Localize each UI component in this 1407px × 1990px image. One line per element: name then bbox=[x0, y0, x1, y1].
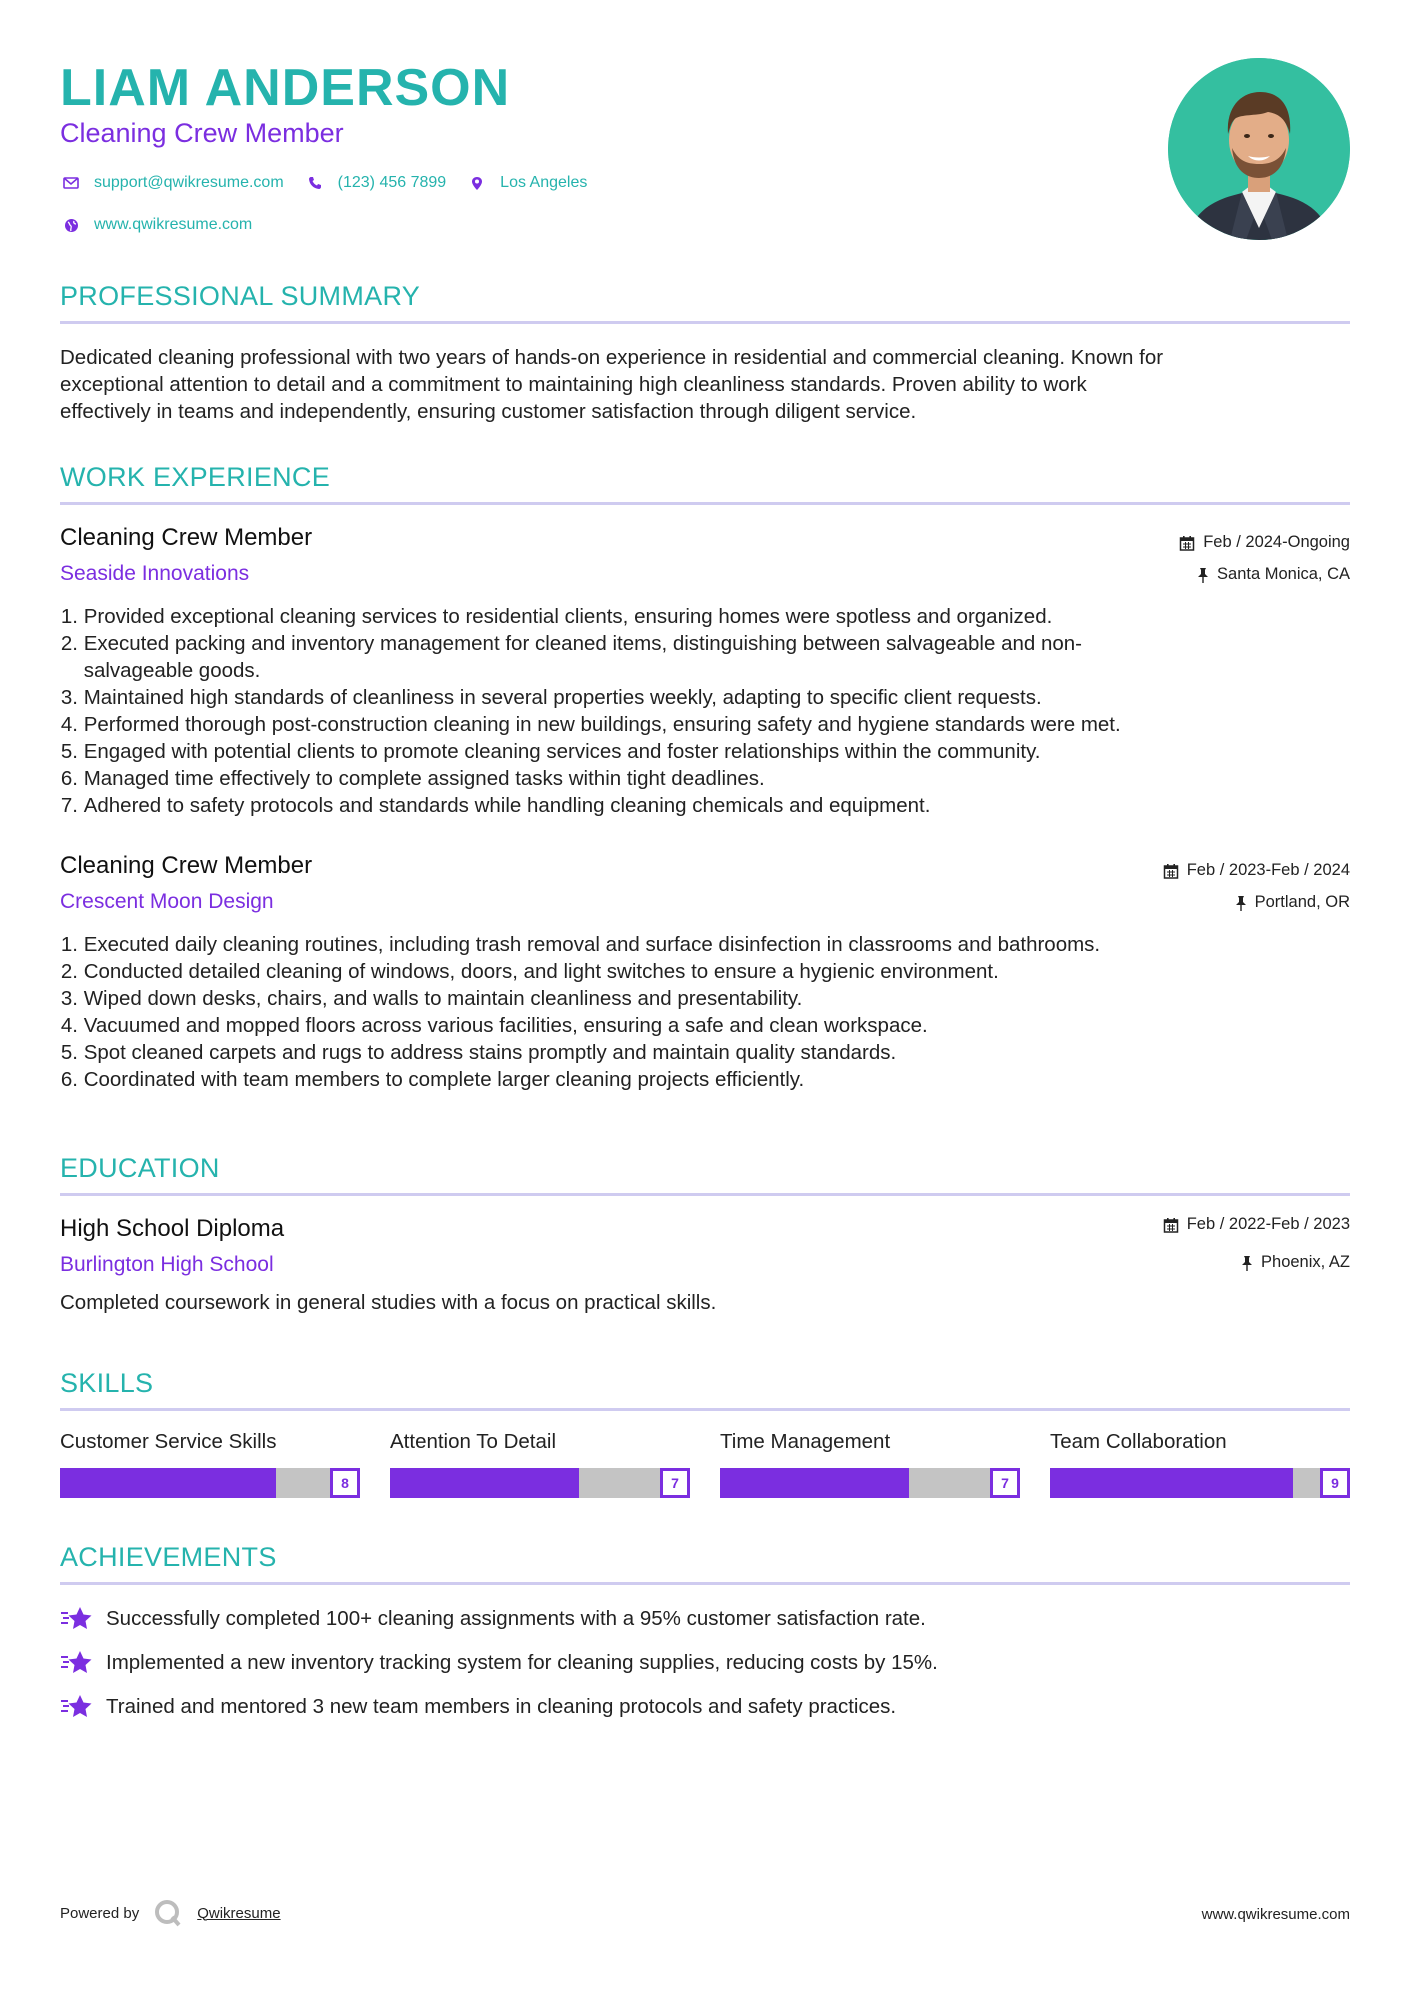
skill-item bbox=[390, 1430, 690, 1491]
achievement-item bbox=[60, 1604, 926, 1634]
duty-text: Managed time effectively to complete assigned tasks within tight deadlines. bbox=[78, 767, 765, 790]
summary-line: effectively in teams and independently, ensuring customer satisfaction through diligent service. bbox=[60, 400, 917, 423]
job-location bbox=[1235, 893, 1350, 912]
duty-number: 6. bbox=[60, 1068, 78, 1091]
skill-name: Time Management bbox=[720, 1430, 891, 1453]
duty-item bbox=[60, 630, 1350, 657]
duty-text: Performed thorough post-construction cleaning in new buildings, ensuring safety and hygiene standards were met. bbox=[78, 713, 1121, 736]
calendar-icon bbox=[1163, 1217, 1179, 1233]
skill-name: Customer Service Skills bbox=[60, 1430, 277, 1453]
education-dates-text: Feb / 2022-Feb / 2023 bbox=[1186, 1215, 1350, 1233]
duty-number bbox=[60, 657, 78, 684]
skill-bar-filled-segment bbox=[417, 1468, 445, 1498]
map-pin-icon bbox=[466, 172, 488, 194]
job-dates-text: Feb / 2024-Ongoing bbox=[1203, 533, 1350, 551]
duty-text: Coordinated with team members to complete larger cleaning projects efficiently. bbox=[78, 1068, 805, 1091]
skill-level-bar bbox=[60, 1468, 360, 1498]
achievement-text: Trained and mentored 3 new team members in cleaning protocols and safety practices. bbox=[106, 1695, 897, 1718]
duty-item bbox=[60, 657, 1350, 684]
phone-icon bbox=[304, 172, 326, 194]
skill-bar-filled-segment bbox=[1266, 1468, 1294, 1498]
experience-heading: WORK EXPERIENCE bbox=[60, 462, 331, 492]
duty-item bbox=[60, 1012, 1350, 1039]
skill-level-badge: 8 bbox=[330, 1468, 360, 1498]
duty-text: Wiped down desks, chairs, and walls to maintain cleanliness and presentability. bbox=[78, 987, 803, 1010]
profile-photo bbox=[1168, 58, 1350, 240]
duty-item bbox=[60, 958, 1350, 985]
job-dates-text: Feb / 2023-Feb / 2024 bbox=[1186, 861, 1350, 879]
skill-bar-filled-segment bbox=[141, 1468, 169, 1498]
skill-level-bar bbox=[720, 1468, 1020, 1498]
school-name: Burlington High School bbox=[60, 1253, 274, 1276]
phone-text: (123) 456 7899 bbox=[337, 174, 447, 191]
skill-bar-filled-segment bbox=[1158, 1468, 1186, 1498]
website-row bbox=[60, 214, 272, 236]
skill-bar-filled-segment bbox=[1050, 1468, 1078, 1498]
section-divider bbox=[60, 1408, 1350, 1411]
calendar-icon bbox=[1163, 863, 1179, 879]
skill-item bbox=[60, 1430, 360, 1491]
duty-text: Spot cleaned carpets and rugs to address stains promptly and maintain quality standards. bbox=[78, 1041, 897, 1064]
job-duties-list bbox=[60, 931, 1350, 1093]
skill-bar-filled-segment bbox=[774, 1468, 802, 1498]
skill-bar-empty-segment bbox=[633, 1468, 661, 1498]
education-description: Completed coursework in general studies with a focus on practical skills. bbox=[60, 1291, 717, 1314]
job-location-text: Santa Monica, CA bbox=[1217, 565, 1350, 583]
skill-bar-filled-segment bbox=[552, 1468, 580, 1498]
degree-title: High School Diploma bbox=[60, 1215, 285, 1242]
skill-bar-filled-segment bbox=[390, 1468, 418, 1498]
candidate-title: Cleaning Crew Member bbox=[60, 118, 344, 148]
location-contact bbox=[466, 172, 587, 194]
envelope-icon bbox=[60, 172, 82, 194]
duty-item bbox=[60, 985, 1350, 1012]
skill-item bbox=[720, 1430, 1020, 1491]
duty-number: 1. bbox=[60, 605, 78, 628]
skill-bar-filled-segment bbox=[444, 1468, 472, 1498]
duty-text: Executed daily cleaning routines, including trash removal and surface disinfection in classrooms and bathrooms. bbox=[78, 933, 1101, 956]
summary-line: Dedicated cleaning professional with two years of hands-on experience in residential and commercial cleaning. Known for bbox=[60, 346, 1164, 369]
website-contact[interactable] bbox=[60, 214, 252, 236]
job-duties-list bbox=[60, 603, 1350, 819]
duty-item bbox=[60, 603, 1350, 630]
duty-number: 6. bbox=[60, 767, 78, 790]
skill-bar-filled-segment bbox=[87, 1468, 115, 1498]
star-award-icon bbox=[60, 1648, 94, 1678]
job-title: Cleaning Crew Member bbox=[60, 524, 313, 551]
duty-number: 5. bbox=[60, 740, 78, 763]
skill-bar-filled-segment bbox=[747, 1468, 775, 1498]
calendar-icon bbox=[1179, 535, 1195, 551]
duty-number: 3. bbox=[60, 686, 78, 709]
education-location-text: Phoenix, AZ bbox=[1261, 1253, 1350, 1271]
skill-level-badge: 7 bbox=[660, 1468, 690, 1498]
skill-bar-empty-segment bbox=[579, 1468, 607, 1498]
skill-bar-filled-segment bbox=[498, 1468, 526, 1498]
qwikresume-link[interactable]: Qwikresume bbox=[197, 1904, 281, 1922]
achievement-item bbox=[60, 1648, 938, 1678]
duty-item bbox=[60, 1039, 1350, 1066]
duty-number: 4. bbox=[60, 1014, 78, 1037]
skill-level-bar bbox=[390, 1468, 690, 1498]
skill-bar-filled-segment bbox=[249, 1468, 277, 1498]
summary-line: exceptional attention to detail and a commitment to maintaining high cleanliness standards. Proven ability to work bbox=[60, 373, 1087, 396]
skill-name: Attention To Detail bbox=[390, 1430, 557, 1453]
duty-item bbox=[60, 684, 1350, 711]
qwikresume-logo-icon bbox=[153, 1898, 183, 1928]
skill-bar-filled-segment bbox=[471, 1468, 499, 1498]
duty-number: 2. bbox=[60, 960, 78, 983]
skill-bar-empty-segment bbox=[303, 1468, 331, 1498]
star-award-icon bbox=[60, 1692, 94, 1722]
skill-bar-filled-segment bbox=[882, 1468, 910, 1498]
skill-bar-filled-segment bbox=[222, 1468, 250, 1498]
duty-item bbox=[60, 792, 1350, 819]
phone-contact[interactable] bbox=[304, 172, 447, 194]
section-divider bbox=[60, 1193, 1350, 1196]
skills-heading: SKILLS bbox=[60, 1368, 154, 1398]
skill-bar-empty-segment bbox=[606, 1468, 634, 1498]
skill-level-bar bbox=[1050, 1468, 1350, 1498]
skill-item bbox=[1050, 1430, 1350, 1491]
pushpin-icon bbox=[1235, 895, 1247, 911]
section-divider bbox=[60, 1582, 1350, 1585]
website-text: www.qwikresume.com bbox=[94, 216, 253, 233]
skill-bar-filled-segment bbox=[1212, 1468, 1240, 1498]
skill-bar-filled-segment bbox=[855, 1468, 883, 1498]
skill-bar-empty-segment bbox=[276, 1468, 304, 1498]
pushpin-icon bbox=[1197, 567, 1209, 583]
duty-text: Maintained high standards of cleanliness in several properties weekly, adapting to specific client requests. bbox=[78, 686, 1042, 709]
skill-bar-filled-segment bbox=[801, 1468, 829, 1498]
skill-bar-filled-segment bbox=[1185, 1468, 1213, 1498]
skill-bar-filled-segment bbox=[195, 1468, 223, 1498]
company-name: Crescent Moon Design bbox=[60, 890, 274, 913]
job-dates bbox=[1163, 861, 1350, 880]
email-contact[interactable] bbox=[60, 172, 284, 194]
summary-text bbox=[60, 344, 1350, 425]
skill-bar-filled-segment bbox=[168, 1468, 196, 1498]
education-heading: EDUCATION bbox=[60, 1153, 220, 1183]
skill-bar-filled-segment bbox=[1131, 1468, 1159, 1498]
achievement-text: Implemented a new inventory tracking system for cleaning supplies, reducing costs by 15%. bbox=[106, 1651, 938, 1674]
duty-item bbox=[60, 1066, 1350, 1093]
contact-row bbox=[60, 172, 607, 194]
duty-number: 7. bbox=[60, 794, 78, 817]
job-title: Cleaning Crew Member bbox=[60, 852, 313, 879]
education-dates bbox=[1163, 1215, 1350, 1234]
skill-bar-empty-segment bbox=[963, 1468, 991, 1498]
achievement-text: Successfully completed 100+ cleaning assignments with a 95% customer satisfaction rate. bbox=[106, 1607, 926, 1630]
skill-bar-filled-segment bbox=[1239, 1468, 1267, 1498]
section-divider bbox=[60, 321, 1350, 324]
powered-by-label: Powered by bbox=[60, 1904, 140, 1922]
location-text: Los Angeles bbox=[500, 174, 588, 191]
duty-text: salvageable goods. bbox=[78, 659, 261, 682]
duty-number: 5. bbox=[60, 1041, 78, 1064]
skill-bar-empty-segment bbox=[909, 1468, 937, 1498]
footer-powered-by bbox=[60, 1898, 281, 1928]
duty-text: Vacuumed and mopped floors across various facilities, ensuring a safe and clean workspace. bbox=[78, 1014, 928, 1037]
duty-text: Adhered to safety protocols and standards while handling cleaning chemicals and equipment. bbox=[78, 794, 931, 817]
duty-item bbox=[60, 765, 1350, 792]
job-location-text: Portland, OR bbox=[1254, 893, 1350, 911]
job-dates bbox=[1179, 533, 1350, 552]
skill-bar-empty-segment bbox=[936, 1468, 964, 1498]
duty-number: 4. bbox=[60, 713, 78, 736]
summary-heading: PROFESSIONAL SUMMARY bbox=[60, 281, 421, 311]
email-text: support@qwikresume.com bbox=[94, 174, 284, 191]
duty-item bbox=[60, 711, 1350, 738]
duty-text: Provided exceptional cleaning services to residential clients, ensuring homes were spotless and organized. bbox=[78, 605, 1053, 628]
education-location bbox=[1241, 1253, 1350, 1272]
pushpin-icon bbox=[1241, 1255, 1253, 1271]
duty-number: 3. bbox=[60, 987, 78, 1010]
achievement-item bbox=[60, 1692, 896, 1722]
achievements-heading: ACHIEVEMENTS bbox=[60, 1542, 277, 1572]
skill-bar-empty-segment bbox=[1293, 1468, 1321, 1498]
skill-level-badge: 9 bbox=[1320, 1468, 1350, 1498]
skill-level-badge: 7 bbox=[990, 1468, 1020, 1498]
skill-bar-filled-segment bbox=[720, 1468, 748, 1498]
duty-item bbox=[60, 738, 1350, 765]
duty-text: Engaged with potential clients to promote cleaning services and foster relationships within the community. bbox=[78, 740, 1041, 763]
duty-number: 2. bbox=[60, 632, 78, 655]
footer-url[interactable]: www.qwikresume.com bbox=[1201, 1906, 1350, 1923]
job-location bbox=[1197, 565, 1350, 584]
skill-name: Team Collaboration bbox=[1050, 1430, 1227, 1453]
skill-bar-filled-segment bbox=[828, 1468, 856, 1498]
section-divider bbox=[60, 502, 1350, 505]
skill-bar-filled-segment bbox=[114, 1468, 142, 1498]
skill-bar-filled-segment bbox=[1104, 1468, 1132, 1498]
duty-text: Executed packing and inventory management for cleaned items, distinguishing between salvageable and non- bbox=[78, 632, 1082, 655]
skill-bar-filled-segment bbox=[60, 1468, 88, 1498]
skill-bar-filled-segment bbox=[1077, 1468, 1105, 1498]
star-award-icon bbox=[60, 1604, 94, 1634]
duty-number: 1. bbox=[60, 933, 78, 956]
duty-item bbox=[60, 931, 1350, 958]
duty-text: Conducted detailed cleaning of windows, doors, and light switches to ensure a hygienic environment. bbox=[78, 960, 999, 983]
candidate-name: LIAM ANDERSON bbox=[60, 59, 511, 117]
skill-bar-filled-segment bbox=[525, 1468, 553, 1498]
globe-icon bbox=[60, 214, 82, 236]
company-name: Seaside Innovations bbox=[60, 562, 250, 585]
